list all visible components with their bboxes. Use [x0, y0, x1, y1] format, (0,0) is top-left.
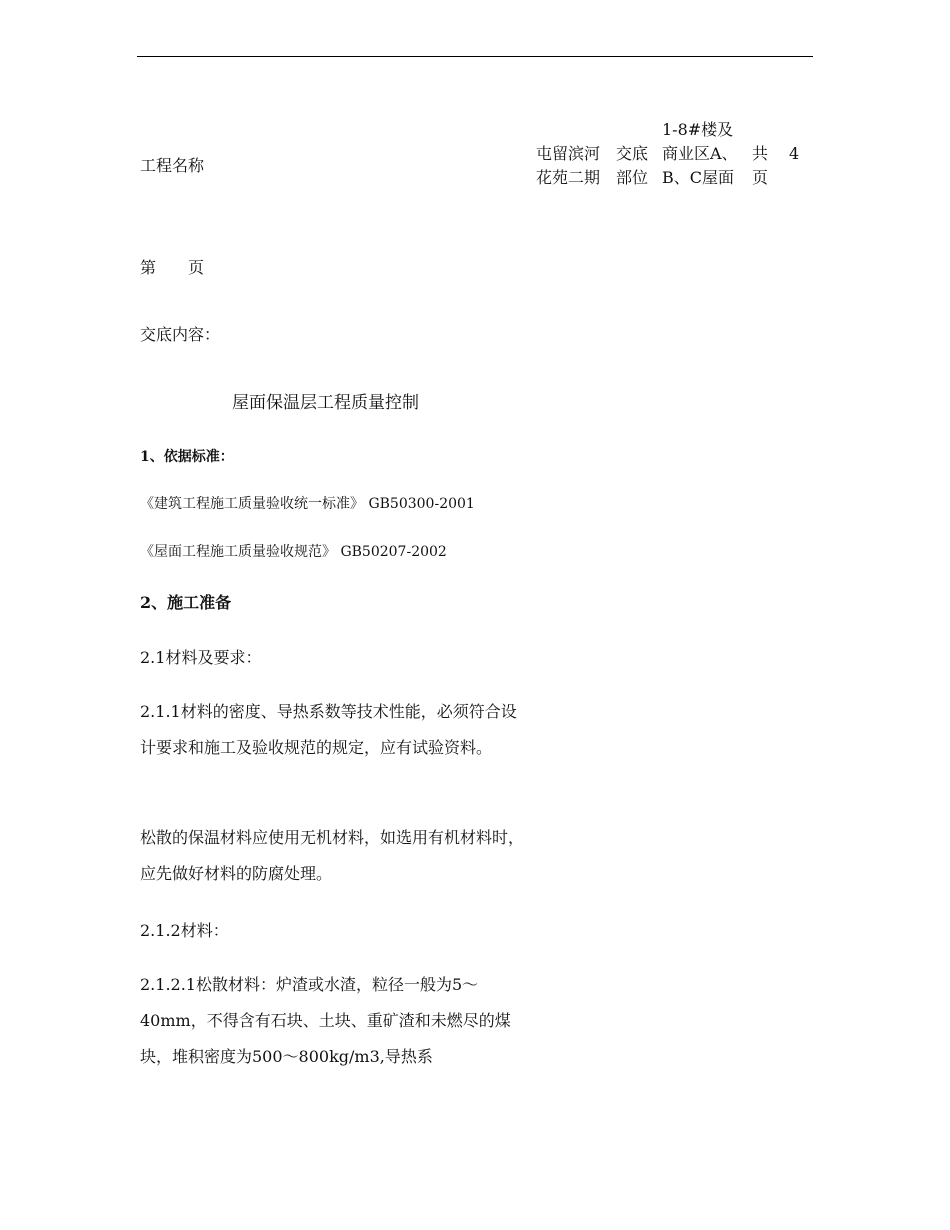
standard-item-2: 《屋面工程施工质量验收规范》 GB50207-2002: [140, 544, 447, 560]
total-pages-value: 4: [789, 144, 800, 163]
disclosure-part-label: 交底部位: [616, 144, 649, 187]
paragraph-2-1-1: 2.1.1材料的密度、导热系数等技术性能，必须符合设计要求和施工及验收规范的规定，应有试验资料。: [140, 702, 517, 757]
project-name-value: 屯留滨河花苑二期: [536, 144, 601, 187]
subsection-2-1-2: 2.1.2材料：: [140, 921, 229, 940]
content-label: 交底内容：: [140, 325, 221, 344]
total-pages-label: 共页: [752, 144, 769, 187]
paragraph-2-1-2-1: 2.1.2.1松散材料：炉渣或水渣，粒径一般为5～40mm，不得含有石块、土块、重矿渣和未燃尽的煤块，堆积密度为500～800kg/m3,导热系: [140, 975, 511, 1066]
subsection-2-1: 2.1材料及要求：: [140, 648, 262, 667]
section1-heading: 1、依据标准：: [140, 449, 234, 465]
header-rule: [137, 56, 813, 57]
page-number-label: 第 页: [140, 258, 205, 277]
project-name-label: 工程名称: [140, 156, 205, 175]
standard-item-1: 《建筑工程施工质量验收统一标准》 GB50300-2001: [140, 496, 475, 512]
section2-heading: 2、施工准备: [140, 593, 232, 612]
document-title: 屋面保温层工程质量控制: [232, 393, 419, 413]
paragraph-loose-material: 松散的保温材料应使用无机材料，如选用有机材料时，应先做好材料的防腐处理。: [140, 828, 525, 883]
disclosure-part-value: 1-8#楼及商业区A、B、C屋面: [662, 120, 738, 187]
